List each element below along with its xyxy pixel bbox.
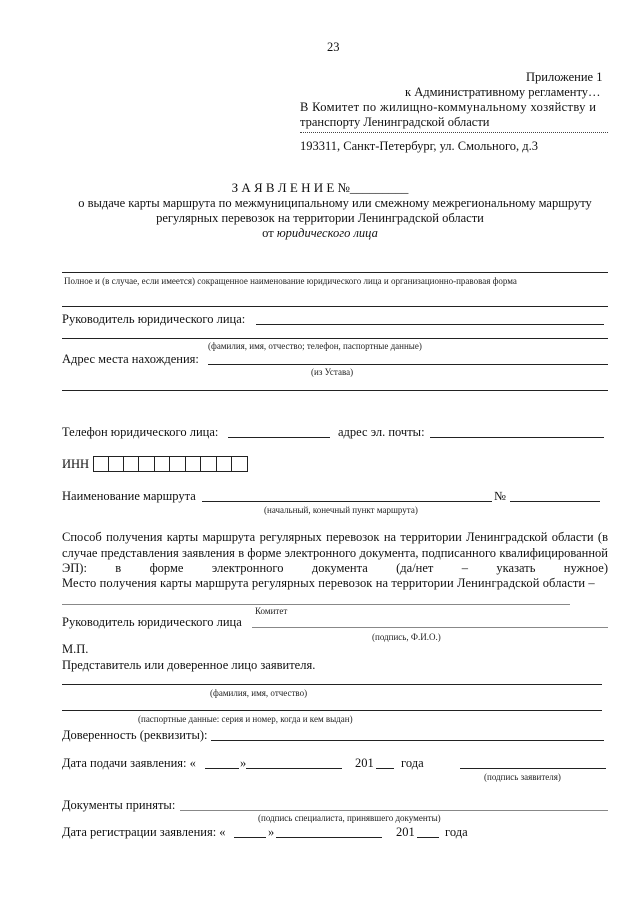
address-input-line-2[interactable] <box>62 390 608 391</box>
submit-year-suffix: года <box>401 756 424 770</box>
recipient-address: 193311, Санкт-Петербург, ул. Смольного, д.3 <box>300 139 539 153</box>
from-prefix: от <box>262 226 277 240</box>
inn-cell[interactable] <box>94 457 109 471</box>
applicant-signature-line[interactable] <box>460 768 606 769</box>
email-input-line[interactable] <box>430 437 604 438</box>
applicant-signature-hint: (подпись заявителя) <box>484 772 561 782</box>
inn-cell[interactable] <box>155 457 170 471</box>
full-name-hint: Полное и (в случае, если имеется) сокращенное наименование юридического лица и организационно-правовая форма <box>64 276 517 286</box>
email-label: адрес эл. почты: <box>338 425 425 439</box>
from-entity-type: юридического лица <box>276 226 378 240</box>
head2-signature-line[interactable] <box>252 627 608 628</box>
specialist-hint: (подпись специалиста, принявшего документы) <box>258 813 441 823</box>
statement-subtitle-line2: регулярных перевозок на территории Ленинградской области <box>156 211 484 225</box>
submit-year-prefix: 201 <box>355 756 374 770</box>
inn-cells[interactable] <box>93 456 248 472</box>
stamp-label: М.П. <box>62 642 89 656</box>
reglament-label: к Административному регламенту… <box>405 85 601 99</box>
recipient-line2: транспорту Ленинградской области <box>300 115 490 129</box>
representative-label: Представитель или доверенное лицо заявителя. <box>62 658 316 672</box>
power-of-attorney-line[interactable] <box>211 740 604 741</box>
inn-cell[interactable] <box>186 457 201 471</box>
reg-year-suffix: года <box>445 825 468 839</box>
passport-hint: (паспортные данные: серия и номер, когда и кем выдан) <box>138 714 353 724</box>
signature-hint: (подпись, Ф.И.О.) <box>372 632 441 642</box>
submit-month-line[interactable] <box>246 768 342 769</box>
submit-date-label: Дата подачи заявления: « <box>62 756 196 770</box>
route-number-label: № <box>494 489 506 503</box>
inn-cell[interactable] <box>140 457 155 471</box>
representative-passport-line[interactable] <box>62 710 602 711</box>
appendix-label: Приложение 1 <box>526 70 603 84</box>
phone-label: Телефон юридического лица: <box>62 425 219 439</box>
fio-hint: (фамилия, имя, отчество) <box>210 688 308 698</box>
route-label: Наименование маршрута <box>62 489 196 503</box>
route-number-input-line[interactable] <box>510 501 600 502</box>
statement-heading: З А Я В Л Е Н И Е №_________ <box>231 180 409 195</box>
representative-fio-line[interactable] <box>62 684 602 685</box>
reg-date-label: Дата регистрации заявления: « <box>62 825 226 839</box>
route-input-line[interactable] <box>202 501 492 502</box>
inn-cell[interactable] <box>124 457 139 471</box>
committee-line[interactable] <box>62 604 570 605</box>
route-hint: (начальный, конечный пункт маршрута) <box>264 505 418 515</box>
reg-month-line[interactable] <box>276 837 382 838</box>
inn-label: ИНН <box>62 457 90 471</box>
head-label: Руководитель юридического лица: <box>62 312 246 326</box>
phone-input-line[interactable] <box>228 437 330 438</box>
address-label: Адрес места нахождения: <box>62 352 199 366</box>
docs-accepted-line[interactable] <box>180 810 608 811</box>
head-input-line-2[interactable] <box>62 338 608 339</box>
place-text: Место получения карты маршрута регулярных перевозок на территории Ленинградской области – <box>62 576 595 590</box>
submit-date-mid: » <box>240 756 247 770</box>
recipient-line1: В Комитет по жилищно-коммунальному хозяйству и <box>300 100 597 114</box>
inn-cell[interactable] <box>233 457 248 471</box>
power-of-attorney-label: Доверенность (реквизиты): <box>62 728 208 742</box>
head-hint: (фамилия, имя, отчество; телефон, паспортные данные) <box>208 341 422 351</box>
method-paragraph: Способ получения карты маршрута регулярных перевозок на территории Ленинградской области (в случае представления заявления в форме электронного документа, подписанного квалифицированной ЭП): в форме электронного документа (да/нет – указать нужное) <box>62 530 608 575</box>
statement-from <box>0 226 640 241</box>
committee-hint: Комитет <box>255 606 288 616</box>
inn-cell[interactable] <box>217 457 232 471</box>
inn-cell[interactable] <box>171 457 186 471</box>
head2-label: Руководитель юридического лица <box>62 615 242 629</box>
full-name-input-line[interactable] <box>62 272 608 273</box>
submit-year-line[interactable] <box>376 768 394 769</box>
head-input-line[interactable] <box>256 324 604 325</box>
inn-cell[interactable] <box>202 457 217 471</box>
reg-year-prefix: 201 <box>396 825 415 839</box>
address-hint: (из Устава) <box>311 367 354 377</box>
reg-year-line[interactable] <box>417 837 439 838</box>
reg-day-line[interactable] <box>234 837 266 838</box>
full-name-input-line-2[interactable] <box>62 306 608 307</box>
submit-day-line[interactable] <box>205 768 239 769</box>
statement-subtitle-line1: о выдаче карты маршрута по межмуниципальному или смежному межрегиональному маршруту <box>78 196 592 210</box>
reg-date-mid: » <box>268 825 275 839</box>
inn-cell[interactable] <box>109 457 124 471</box>
docs-accepted-label: Документы приняты: <box>62 798 176 812</box>
page-number: 23 <box>327 40 340 54</box>
header-dashed-divider <box>300 132 608 133</box>
address-input-line[interactable] <box>208 364 608 365</box>
